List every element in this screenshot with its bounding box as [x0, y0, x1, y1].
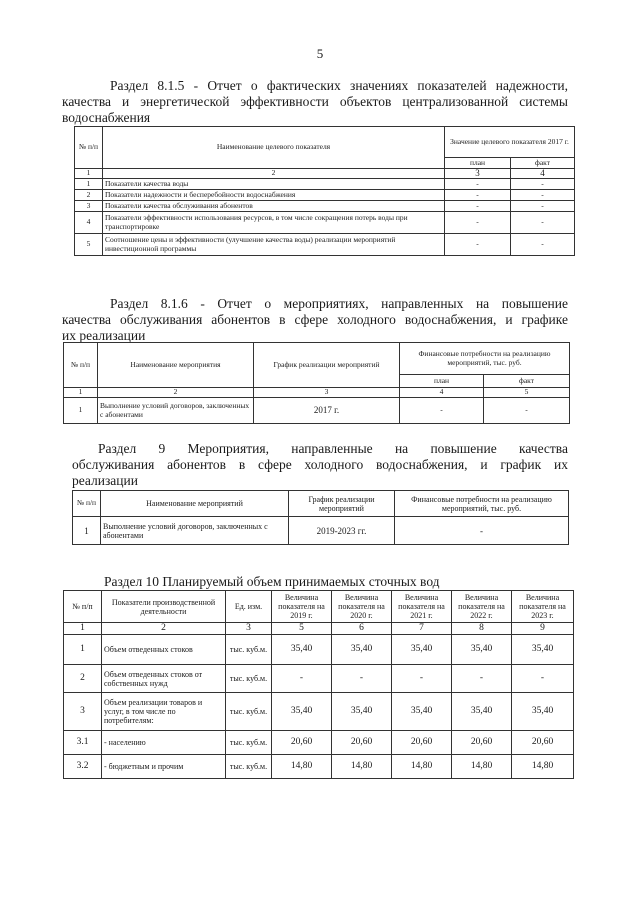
- value-cell: 35,40: [392, 693, 452, 731]
- table-9: [72, 490, 569, 545]
- value-cell: 20,60: [332, 731, 392, 755]
- row-finance: -: [395, 517, 569, 545]
- table-row: [64, 635, 574, 665]
- value-cell: 20,60: [272, 731, 332, 755]
- table-row: [75, 212, 575, 234]
- row-name: Показатели надежности и бесперебойности водоснабжения: [103, 190, 445, 201]
- col-schedule-header: График реализации мероприятий: [254, 343, 400, 388]
- title-line-3: водоснабжения: [62, 110, 151, 125]
- index-cell: 5: [484, 388, 570, 398]
- index-cell: 5: [272, 623, 332, 635]
- row-plan: -: [445, 234, 511, 256]
- table-row: [73, 517, 569, 545]
- value-cell: -: [332, 665, 392, 693]
- col-value-header: Значение целевого показателя 2017 г.: [445, 127, 575, 158]
- section-8-1-6-title: [62, 296, 568, 344]
- value-cell: 35,40: [272, 635, 332, 665]
- col-num-header: № п/п: [75, 127, 103, 169]
- col-name-header: Наименование мероприятий: [101, 491, 289, 517]
- value-cell: 35,40: [272, 693, 332, 731]
- col-name-header: Показатели производственной деятельности: [102, 591, 226, 623]
- row-name: Показатели качества воды: [103, 179, 445, 190]
- index-cell: 1: [64, 388, 98, 398]
- col-name-header: Наименование целевого показателя: [103, 127, 445, 169]
- index-cell: 3: [445, 169, 511, 179]
- index-cell: 3: [226, 623, 272, 635]
- value-cell: 20,60: [512, 731, 574, 755]
- col-schedule-header: График реализации мероприятий: [289, 491, 395, 517]
- title-line-1: Раздел 9 Мероприятия, направленные на повышение качества: [98, 441, 568, 456]
- index-cell: 1: [75, 169, 103, 179]
- row-number: 3: [75, 201, 103, 212]
- row-number: 1: [64, 398, 98, 424]
- title-line-2: качества и энергетической эффективности объектов централизованной системы: [62, 94, 568, 109]
- row-plan: -: [400, 398, 484, 424]
- value-cell: 20,60: [392, 731, 452, 755]
- title-line-3: их реализации: [62, 328, 146, 343]
- index-cell: 8: [452, 623, 512, 635]
- col-unit-header: Ед. изм.: [226, 591, 272, 623]
- value-cell: 35,40: [332, 635, 392, 665]
- col-plan-header: план: [400, 375, 484, 388]
- index-cell: 2: [102, 623, 226, 635]
- index-cell: 9: [512, 623, 574, 635]
- value-cell: 35,40: [392, 635, 452, 665]
- row-schedule: 2017 г.: [254, 398, 400, 424]
- row-fact: -: [511, 179, 575, 190]
- section-10-title: Раздел 10 Планируемый объем принимаемых сточных вод: [104, 574, 440, 589]
- row-plan: -: [445, 201, 511, 212]
- value-cell: 14,80: [512, 755, 574, 779]
- row-number: 1: [64, 635, 102, 665]
- value-cell: 14,80: [272, 755, 332, 779]
- row-fact: -: [511, 190, 575, 201]
- row-name: Соотношение цены и эффективности (улучшение качества воды) реализации мероприятий инвестиционной программы: [103, 234, 445, 256]
- row-plan: -: [445, 212, 511, 234]
- value-cell: 35,40: [452, 635, 512, 665]
- value-cell: -: [512, 665, 574, 693]
- col-year-2022-header: Величина показателя на 2022 г.: [452, 591, 512, 623]
- row-fact: -: [511, 201, 575, 212]
- row-fact: -: [484, 398, 570, 424]
- value-cell: 35,40: [512, 693, 574, 731]
- row-unit: тыс. куб.м.: [226, 635, 272, 665]
- row-schedule: 2019-2023 гг.: [289, 517, 395, 545]
- col-finance-header: Финансовые потребности на реализацию мероприятий, тыс. руб.: [395, 491, 569, 517]
- row-number: 2: [75, 190, 103, 201]
- index-cell: 2: [98, 388, 254, 398]
- row-unit: тыс. куб.м.: [226, 693, 272, 731]
- index-cell: 3: [254, 388, 400, 398]
- row-name: Выполнение условий договоров, заключенных с абонентами: [98, 398, 254, 424]
- row-unit: тыс. куб.м.: [226, 665, 272, 693]
- row-plan: -: [445, 179, 511, 190]
- row-number: 1: [73, 517, 101, 545]
- title-line-1: Раздел 8.1.5 - Отчет о фактических значениях показателей надежности,: [110, 78, 568, 93]
- row-name: Показатели качества обслуживания абонентов: [103, 201, 445, 212]
- row-fact: -: [511, 212, 575, 234]
- title-line-1: Раздел 8.1.6 - Отчет о мероприятиях, направленных на повышение: [110, 296, 568, 311]
- row-plan: -: [445, 190, 511, 201]
- col-year-2019-header: Величина показателя на 2019 г.: [272, 591, 332, 623]
- row-number: 3.1: [64, 731, 102, 755]
- row-name: Объем отведенных стоков: [102, 635, 226, 665]
- table-row: [64, 665, 574, 693]
- row-name: Показатели эффективности использования ресурсов, в том числе сокращения потерь воды при транспортировке: [103, 212, 445, 234]
- table-10: [63, 590, 574, 779]
- value-cell: 35,40: [452, 693, 512, 731]
- col-fact-header: факт: [484, 375, 570, 388]
- table-row: [75, 234, 575, 256]
- col-fact-header: факт: [511, 158, 575, 169]
- col-name-header: Наименование мероприятия: [98, 343, 254, 388]
- table-row: [64, 731, 574, 755]
- row-name: Объем отведенных стоков от собственных нужд: [102, 665, 226, 693]
- section-9-title: [72, 441, 568, 489]
- index-cell: 2: [103, 169, 445, 179]
- col-num-header: № п/п: [64, 343, 98, 388]
- index-cell: 7: [392, 623, 452, 635]
- col-year-2020-header: Величина показателя на 2020 г.: [332, 591, 392, 623]
- row-name: - бюджетным и прочим: [102, 755, 226, 779]
- table-row: [64, 398, 570, 424]
- row-number: 4: [75, 212, 103, 234]
- col-year-2023-header: Величина показателя на 2023 г.: [512, 591, 574, 623]
- row-name: Выполнение условий договоров, заключенных с абонентами: [101, 517, 289, 545]
- row-name: - населению: [102, 731, 226, 755]
- row-number: 1: [75, 179, 103, 190]
- title-line-2: качества обслуживания абонентов в сфере холодного водоснабжения, и графике: [62, 312, 568, 327]
- value-cell: 20,60: [452, 731, 512, 755]
- value-cell: 14,80: [332, 755, 392, 779]
- title-line-3: реализации: [72, 473, 138, 488]
- col-finance-header: Финансовые потребности на реализацию мероприятий, тыс. руб.: [400, 343, 570, 375]
- table-row: [75, 201, 575, 212]
- value-cell: 35,40: [512, 635, 574, 665]
- table-8-1-6: [63, 342, 570, 424]
- index-cell: 6: [332, 623, 392, 635]
- row-unit: тыс. куб.м.: [226, 731, 272, 755]
- value-cell: -: [392, 665, 452, 693]
- row-number: 2: [64, 665, 102, 693]
- row-number: 3: [64, 693, 102, 731]
- page-number: 5: [316, 46, 324, 61]
- title-line-2: обслуживания абонентов в сфере холодного водоснабжения, и график их: [72, 457, 568, 472]
- row-number: 5: [75, 234, 103, 256]
- col-year-2021-header: Величина показателя на 2021 г.: [392, 591, 452, 623]
- table-row: [75, 179, 575, 190]
- table-row: [75, 190, 575, 201]
- value-cell: 14,80: [452, 755, 512, 779]
- row-fact: -: [511, 234, 575, 256]
- section-8-1-5-title: [62, 78, 568, 126]
- index-cell: 1: [64, 623, 102, 635]
- col-num-header: № п/п: [64, 591, 102, 623]
- index-cell: 4: [400, 388, 484, 398]
- col-plan-header: план: [445, 158, 511, 169]
- index-cell: 4: [511, 169, 575, 179]
- row-number: 3.2: [64, 755, 102, 779]
- table-8-1-5: [74, 126, 575, 256]
- col-num-header: № п/п: [73, 491, 101, 517]
- table-row: [64, 755, 574, 779]
- row-unit: тыс. куб.м.: [226, 755, 272, 779]
- row-name: Объем реализации товаров и услуг, в том числе по потребителям:: [102, 693, 226, 731]
- value-cell: -: [452, 665, 512, 693]
- value-cell: -: [272, 665, 332, 693]
- table-row: [64, 693, 574, 731]
- value-cell: 14,80: [392, 755, 452, 779]
- value-cell: 35,40: [332, 693, 392, 731]
